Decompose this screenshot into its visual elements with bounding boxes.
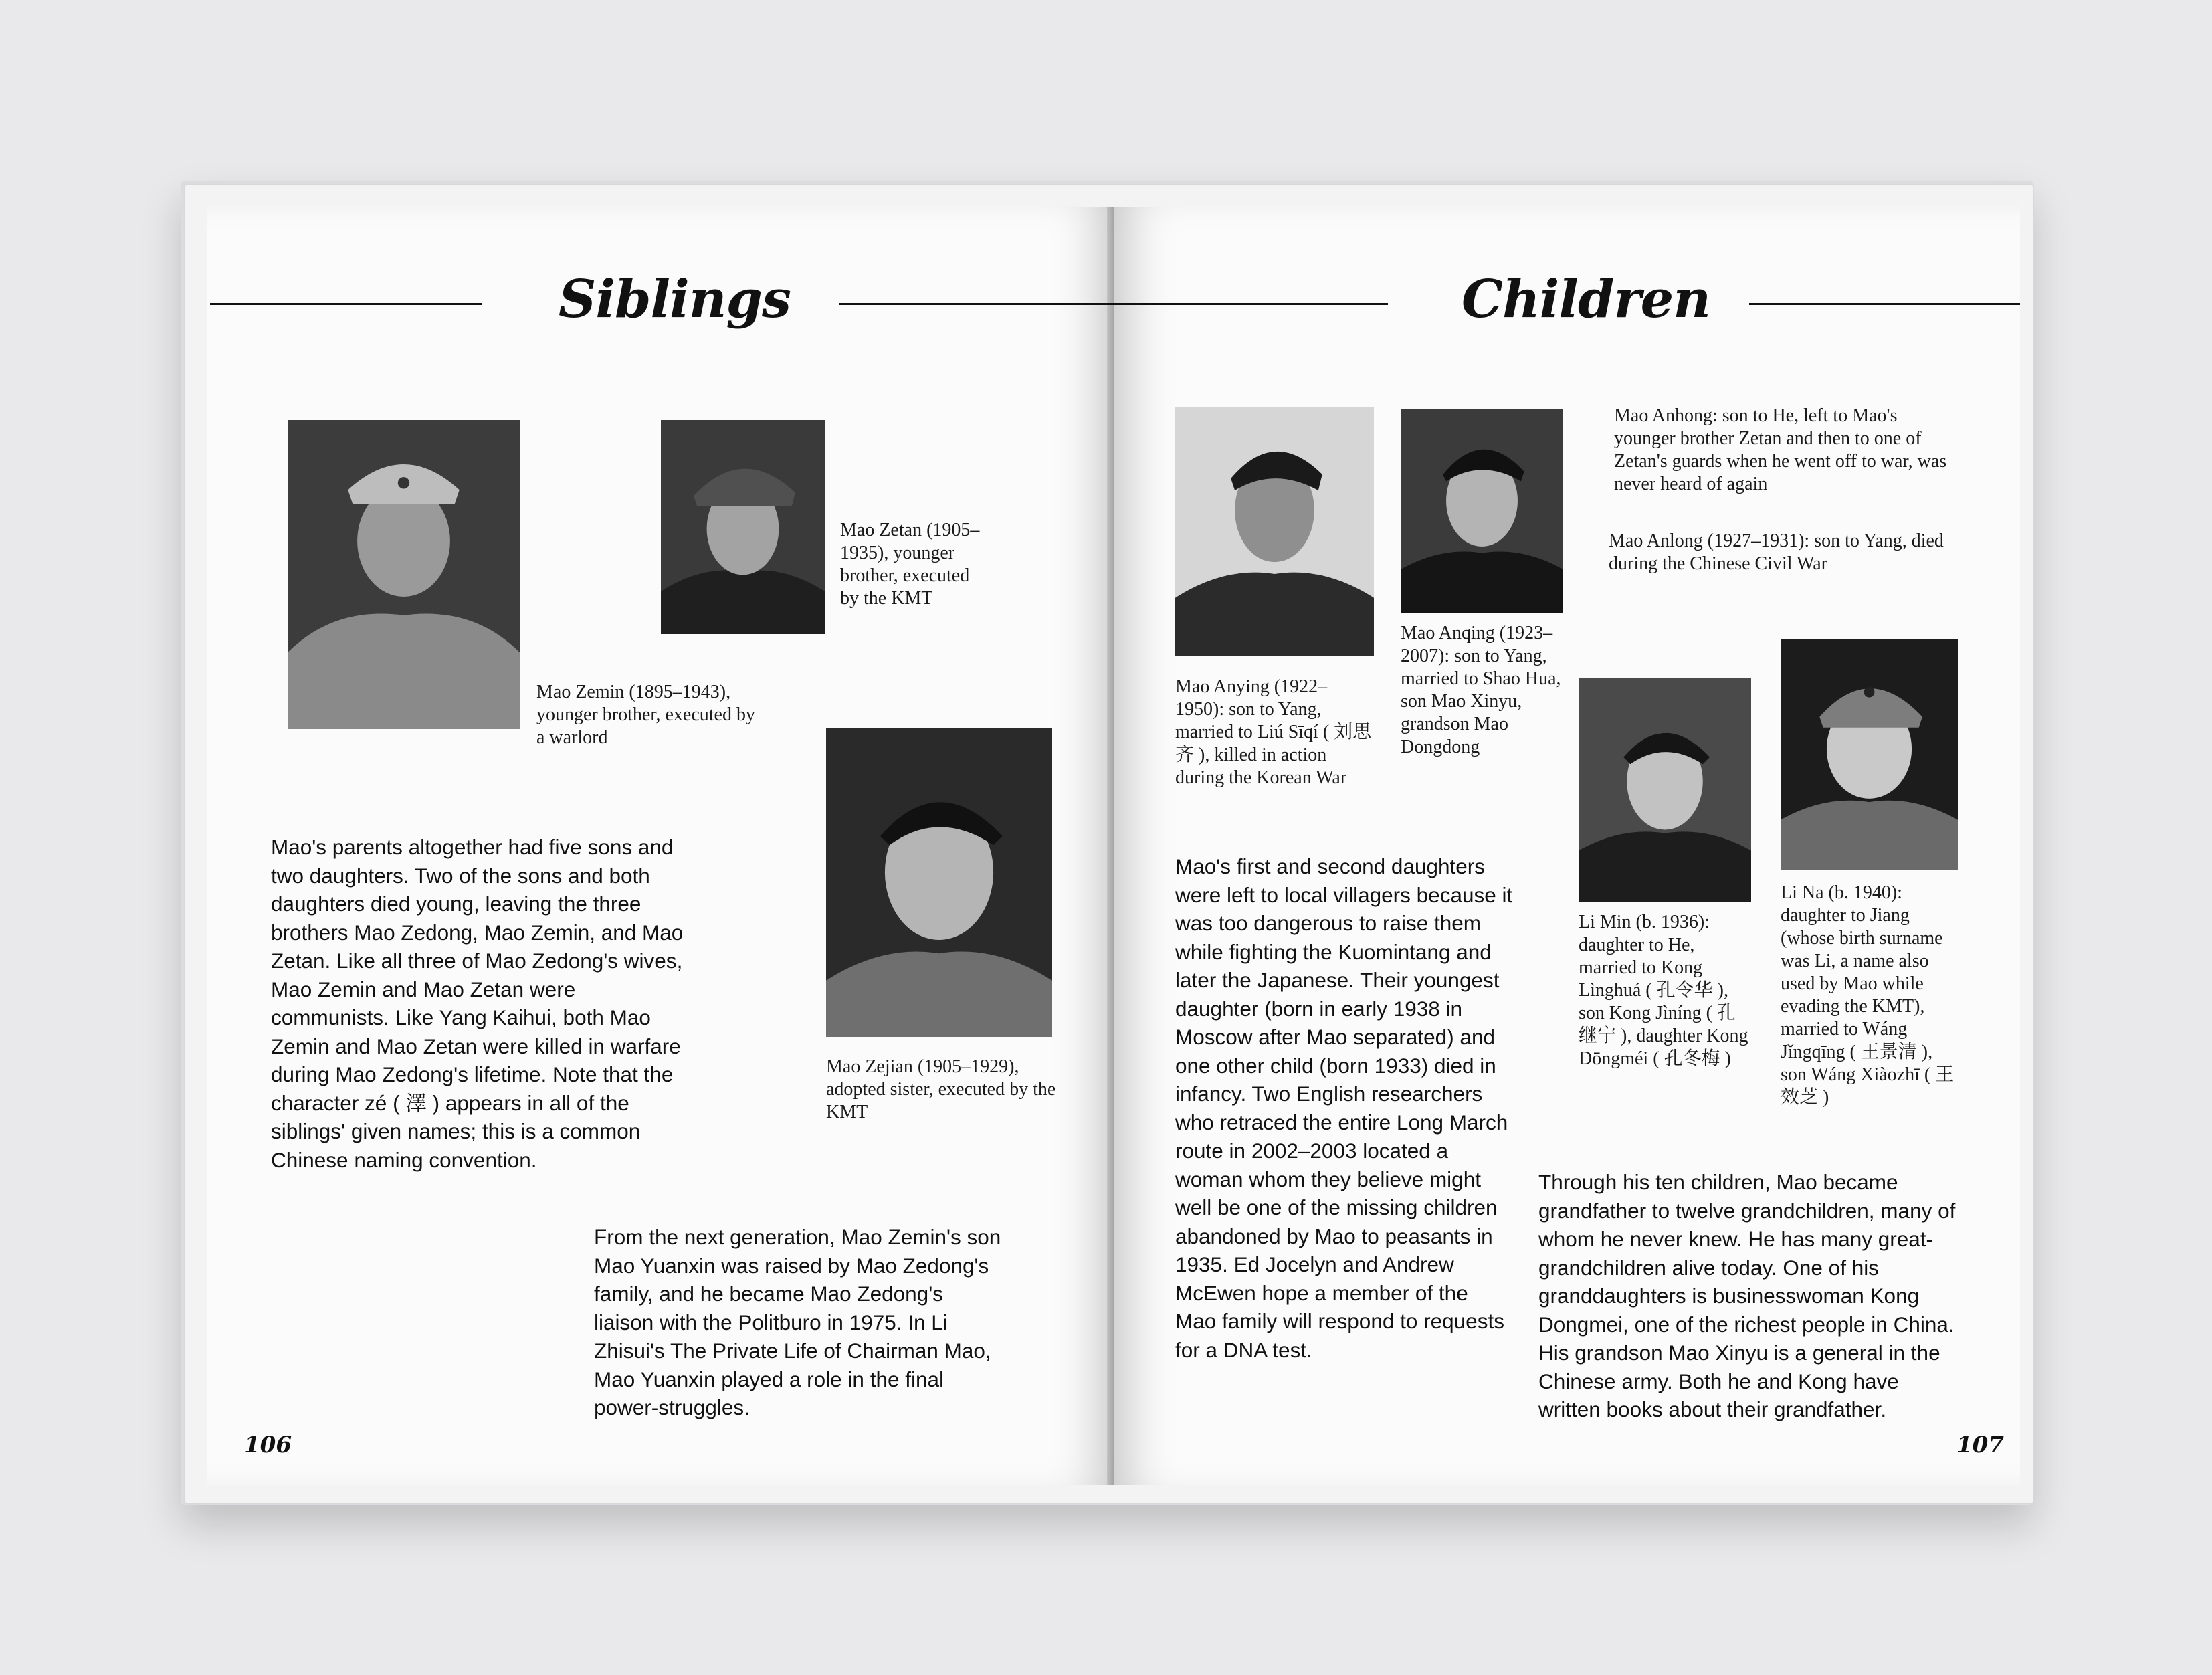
mao-zejian-photo [826, 728, 1052, 1037]
mao-anlong-caption: Mao Anlong (1927–1931): son to Yang, died during the Chinese Civil War [1609, 530, 1944, 574]
li-min-photo [1579, 678, 1751, 902]
li-na-photo [1781, 639, 1958, 870]
portrait-photo-icon [1579, 678, 1751, 902]
page-number-left: 106 [244, 1432, 292, 1458]
siblings-paragraph-1: Mao's parents altogether had five sons and two daughters. Two of the sons and both daughters died young, leaving the three brothers Mao Zedong, Mao Zemin, and Mao Zetan. Like all three of Mao Zedong's wives, Mao Zemin and Mao Zetan were communists. Like Yang Kaihui, both Mao Zemin and Mao Zetan were killed in warfare during Mao Zedong's lifetime. Note that the character zé ( 澤 ) appears in all of the siblings' given names; this is a common Chinese naming convention. [271, 835, 684, 1172]
li-min-caption: Li Min (b. 1936): daughter to He, married to Kong Lìnghuá ( 孔令华 ), son Kong Jìníng ( 孔继宁 ), daughter Kong Dōngméi ( 孔冬梅 ) [1579, 912, 1748, 1069]
li-na-caption: Li Na (b. 1940): daughter to Jiang (whose birth surname was Li, a name also used by Mao while evading the KMT), married to Wáng Jǐngqīng ( 王景清 ), son Wáng Xiàozhī ( 王效芝 ) [1781, 882, 1954, 1108]
portrait-photo-icon [1781, 639, 1958, 870]
title-rule-left [210, 303, 482, 305]
mao-anying-caption: Mao Anying (1922–1950): son to Yang, married to Liú Sīqí ( 刘思齐 ), killed in action during the Korean War [1175, 676, 1372, 788]
mao-anqing-caption: Mao Anqing (1923–2007): son to Yang, married to Shao Hua, son Mao Xinyu, grandson Mao Dongdong [1401, 623, 1561, 757]
portrait-photo-icon [1175, 407, 1374, 656]
mao-zemin-caption: Mao Zemin (1895–1943), younger brother, executed by a warlord [536, 682, 755, 748]
mao-anqing-photo [1401, 409, 1563, 613]
portrait-photo-icon [826, 728, 1052, 1037]
siblings-title: Siblings [559, 269, 791, 330]
mao-anhong-caption: Mao Anhong: son to He, left to Mao's younger brother Zetan and then to one of Zetan's guards when he went off to war, was never heard of again [1614, 405, 1947, 494]
children-paragraph-2: Through his ten children, Mao became grandfather to twelve grandchildren, many of whom he never knew. He has many great-grandchildren alive today. One of his granddaughters is businesswoman Kong Dongmei, one of the richest people in China. His grandson Mao Xinyu is a general in the Chinese army. Both he and Kong have written books about their grandfather. [1538, 1170, 1956, 1421]
right-page [1114, 207, 2020, 1485]
mao-zetan-caption: Mao Zetan (1905–1935), younger brother, executed by the KMT [840, 520, 980, 609]
portrait-photo-icon [288, 420, 520, 729]
left-page [207, 207, 1114, 1485]
mao-zetan-photo [661, 420, 825, 634]
title-rule-left [1114, 303, 1388, 305]
mao-zemin-photo [288, 420, 520, 729]
children-paragraph-1: Mao's first and second daughters were left to local villagers because it was too dangerous to raise them while fighting the Kuomintang and later the Japanese. Their youngest daughter (born in early 1938 in Moscow after Mao separated) and one other child (born 1933) died in infancy. Two English researchers who retraced the entire Long March route in 2002–2003 located a woman whom they believe might well be one of the missing children abandoned by Mao to peasants in 1935. Ed Jocelyn and Andrew McEwen hope a member of the Mao family will respond to requests for a DNA test. [1175, 854, 1513, 1362]
title-rule-right [1749, 303, 2020, 305]
mao-anying-photo [1175, 407, 1374, 656]
children-title: Children [1462, 269, 1711, 330]
page-number-right: 107 [1956, 1432, 2004, 1458]
title-rule-right [839, 303, 1114, 305]
portrait-photo-icon [661, 420, 825, 634]
portrait-photo-icon [1401, 409, 1563, 613]
mao-zejian-caption: Mao Zejian (1905–1929), adopted sister, executed by the KMT [826, 1056, 1056, 1122]
siblings-paragraph-2: From the next generation, Mao Zemin's son Mao Yuanxin was raised by Mao Zedong's family, and he became Mao Zedong's liaison with the Politburo in 1975. In Li Zhisui's The Private Life of Chairman Mao, Mao Yuanxin played a role in the final power-struggles. [594, 1225, 1001, 1419]
